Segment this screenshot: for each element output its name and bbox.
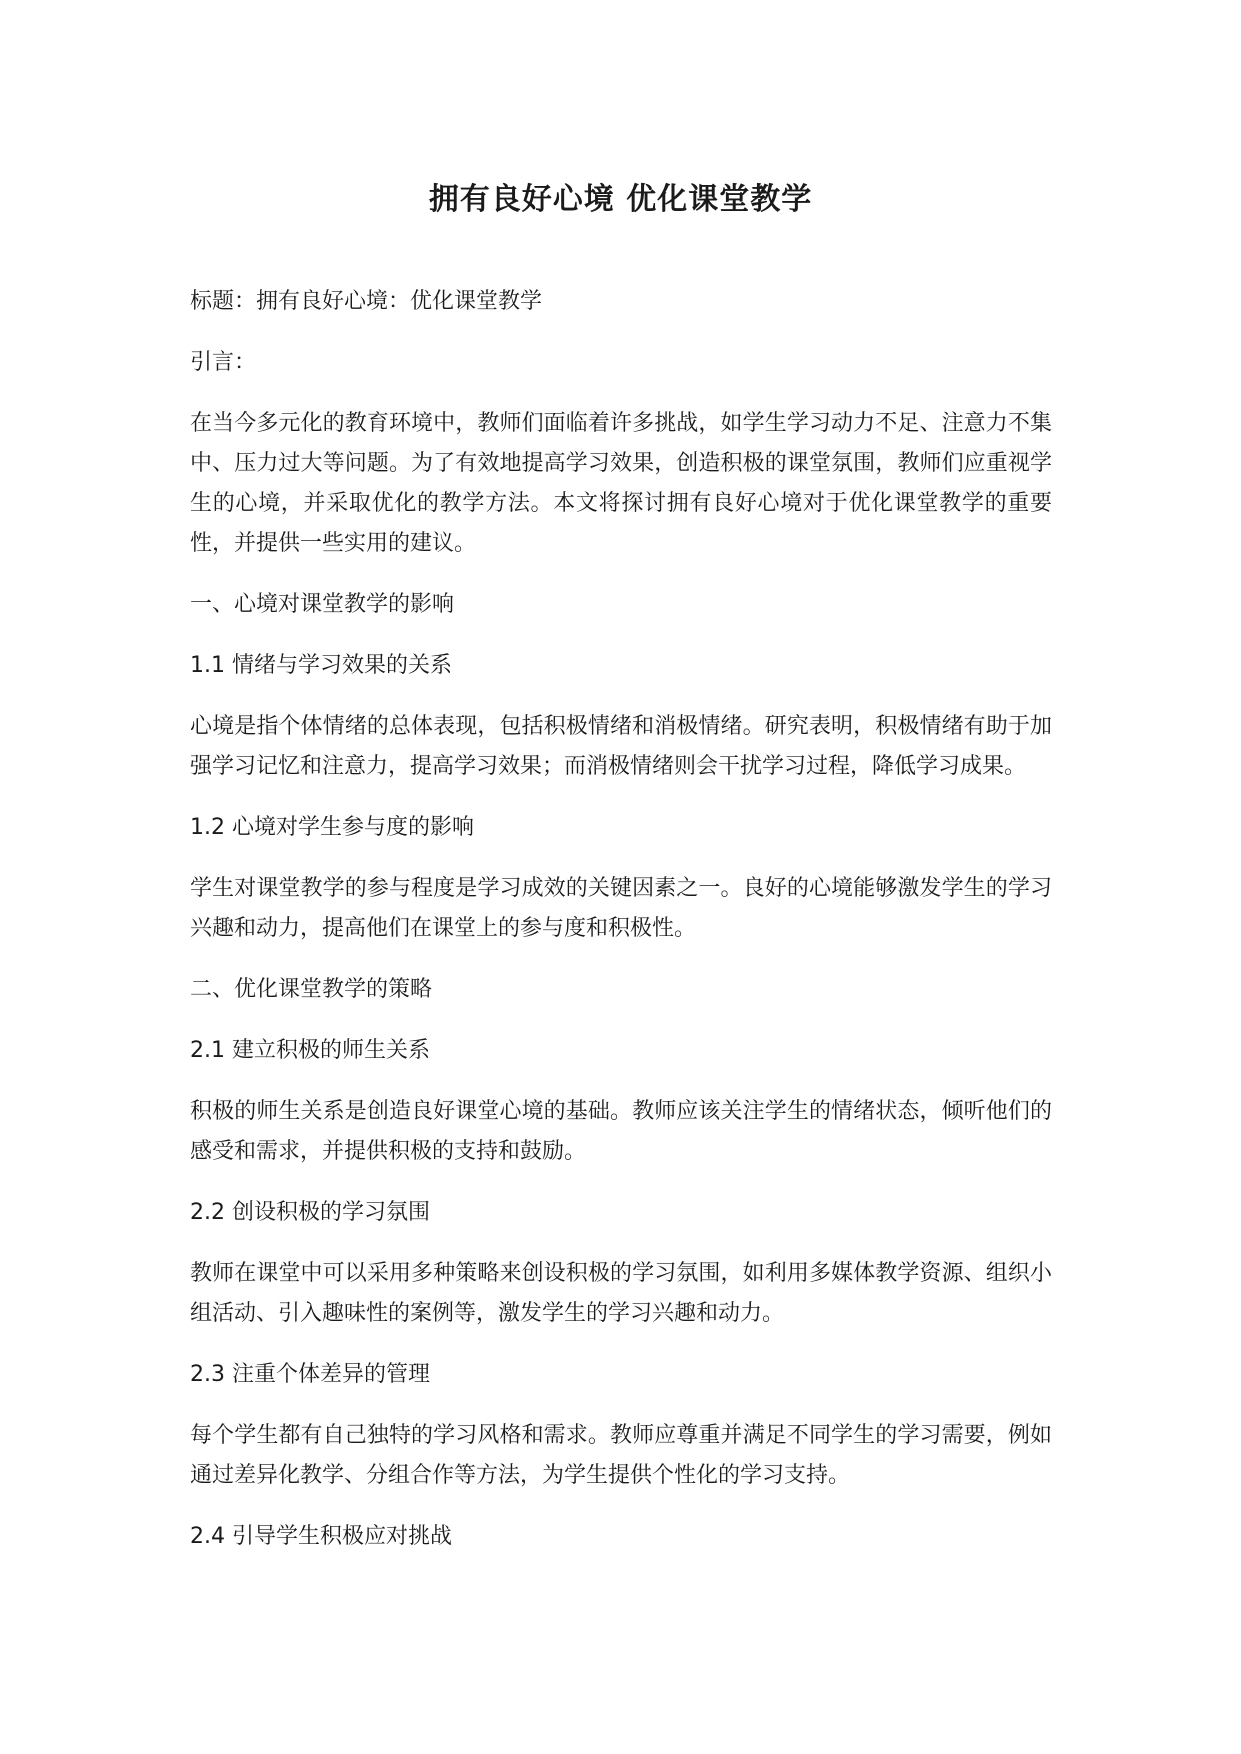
subsection-2-3-paragraph: 每个学生都有自己独特的学习风格和需求。教师应尊重并满足不同学生的学习需要，例如通过差异化教学、分组合作等方法，为学生提供个性化的学习支持。 [190,1423,1052,1488]
subsection-1-1-paragraph: 心境是指个体情绪的总体表现，包括积极情绪和消极情绪。研究表明，积极情绪有助于加强学习记忆和注意力，提高学习效果；而消极情绪则会干扰学习过程，降低学习成果。 [190,714,1052,779]
subsection-1-2-heading: 1.2 心境对学生参与度的影响 [190,815,474,840]
subsection-2-2-paragraph: 教师在课堂中可以采用多种策略来创设积极的学习氛围，如利用多媒体教学资源、组织小组活动、引入趣味性的案例等，激发学生的学习兴趣和动力。 [190,1261,1052,1326]
subsection-2-2-heading: 2.2 创设积极的学习氛围 [190,1200,430,1225]
section-2-heading: 二、优化课堂教学的策略 [190,977,433,1002]
intro-paragraph: 在当今多元化的教育环境中，教师们面临着许多挑战，如学生学习动力不足、注意力不集中、压力过大等问题。为了有效地提高学习效果，创造积极的课堂氛围，教师们应重视学生的心境，并采取优化的教学方法。本文将探讨拥有良好心境对于优化课堂教学的重要性，并提供一些实用的建议。 [190,411,1052,556]
subsection-1-2-paragraph: 学生对课堂教学的参与程度是学习成效的关键因素之一。良好的心境能够激发学生的学习兴趣和动力，提高他们在课堂上的参与度和积极性。 [190,876,1052,941]
subsection-1-1-heading: 1.1 情绪与学习效果的关系 [190,653,452,678]
subsection-2-4-heading: 2.4 引导学生积极应对挑战 [190,1524,452,1549]
subsection-2-1-paragraph: 积极的师生关系是创造良好课堂心境的基础。教师应该关注学生的情绪状态，倾听他们的感受和需求，并提供积极的支持和鼓励。 [190,1099,1052,1164]
subsection-2-1-heading: 2.1 建立积极的师生关系 [190,1038,430,1063]
title-line: 标题：拥有良好心境：优化课堂教学 [190,289,543,314]
intro-label: 引言： [190,350,257,375]
document-body [190,282,1052,1578]
document-title: 拥有良好心境 优化课堂教学 [428,182,813,217]
subsection-2-3-heading: 2.3 注重个体差异的管理 [190,1362,430,1387]
section-1-heading: 一、心境对课堂教学的影响 [190,592,455,617]
